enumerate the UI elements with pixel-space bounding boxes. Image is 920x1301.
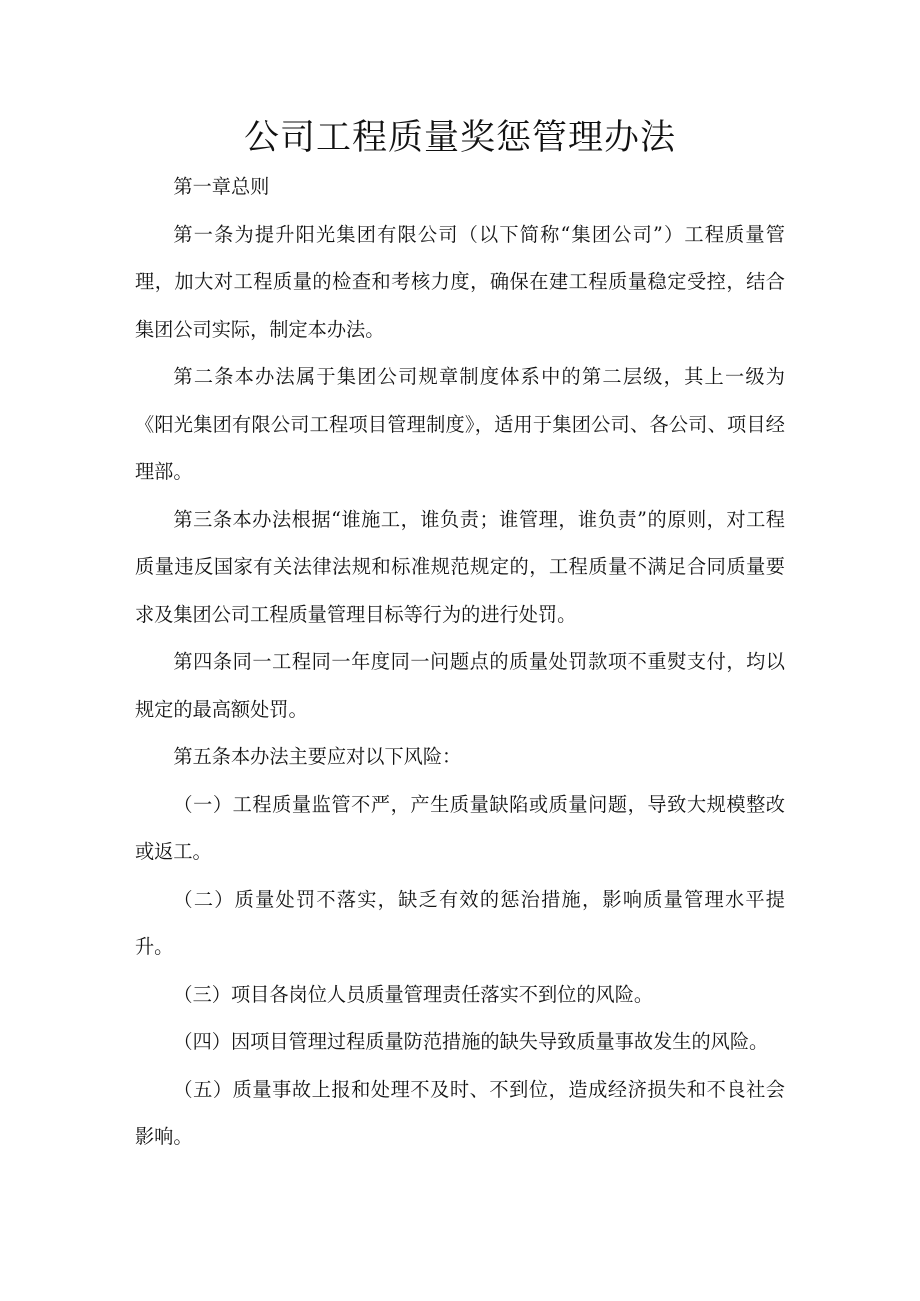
risk-item-1: （一）工程质量监管不严，产生质量缺陷或质量问题，导致大规模整改或返工。	[135, 792, 785, 863]
article-5: 第五条本办法主要应对以下风险：	[173, 745, 462, 768]
article-3: 第三条本办法根据“谁施工，谁负责；谁管理，谁负责”的原则，对工程质量违反国家有关法律法规和标准规范规定的，工程质量不满足合同质量要求及集团公司工程质量管理目标等行为的进行处罚。	[135, 507, 785, 626]
article-2: 第二条本办法属于集团公司规章制度体系中的第二层级，其上一级为《阳光集团有限公司工程项目管理制度》，适用于集团公司、各公司、项目经理部。	[135, 365, 785, 483]
risk-item-5: （五）质量事故上报和处理不及时、不到位，造成经济损失和不良社会影响。	[135, 1077, 785, 1148]
article-1: 第一条为提升阳光集团有限公司（以下简称“集团公司”）工程质量管理，加大对工程质量的检查和考核力度，确保在建工程质量稳定受控，结合集团公司实际，制定本办法。	[135, 222, 785, 341]
risk-item-2: （二）质量处罚不落实，缺乏有效的惩治措施，影响质量管理水平提升。	[135, 887, 785, 958]
document-body	[135, 163, 785, 1161]
risk-item-3: （三）项目各岗位人员质量管理责任落实不到位的风险。	[173, 982, 654, 1006]
chapter-heading: 第一章总则	[173, 175, 270, 198]
article-4: 第四条同一工程同一年度同一问题点的质量处罚款项不重熨支付，均以规定的最高额处罚。	[135, 650, 785, 721]
risk-item-4: （四）因项目管理过程质量防范措施的缺失导致质量事故发生的风险。	[173, 1030, 769, 1053]
document-title: 公司工程质量奖惩管理办法	[243, 118, 676, 158]
